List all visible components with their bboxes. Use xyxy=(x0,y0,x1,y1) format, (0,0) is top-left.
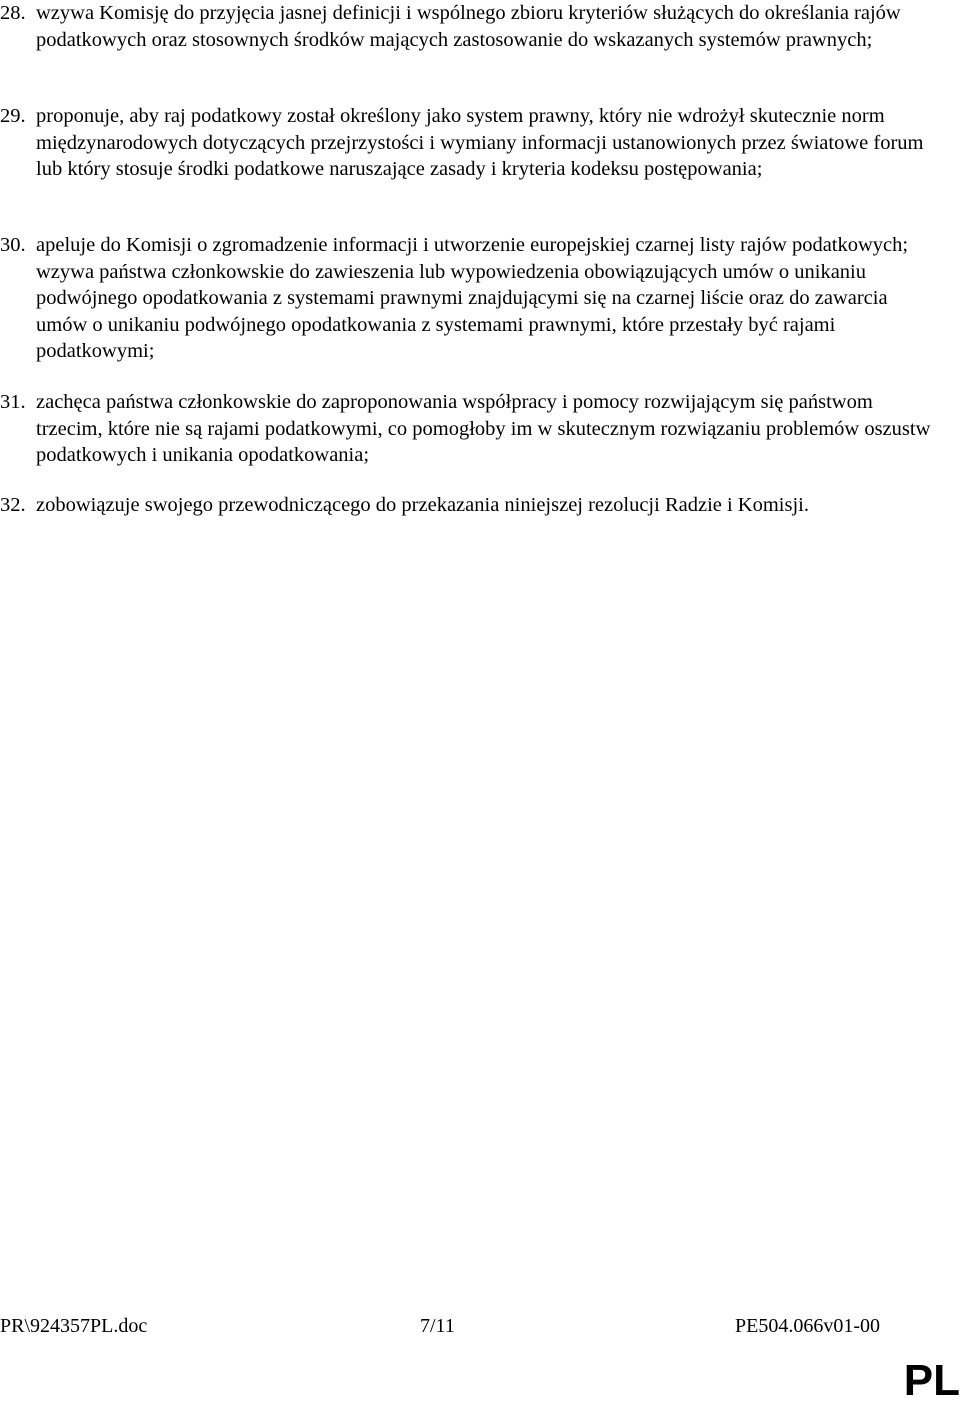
paragraph-number: 31. xyxy=(0,391,26,413)
paragraph-number: 30. xyxy=(0,234,26,256)
paragraph-31 xyxy=(0,389,935,469)
paragraph-text: proponuje, aby raj podatkowy został określony jako system prawny, który nie wdrożył skutecznie norm międzynarodowych dotyczących przejrzystości i wymiany informacji ustanowionych przez światowe forum lub który stosuje środki podatkowe naruszające zasady i kryteria kodeksu postępowania; xyxy=(36,105,924,180)
paragraph-text: zachęca państwa członkowskie do zaproponowania współpracy i pomocy rozwijającym się państwom trzecim, które nie są rajami podatkowymi, co pomogłoby im w skutecznym rozwiązaniu problemów oszustw podatkowych i unikania opodatkowania; xyxy=(36,391,931,466)
paragraph-number: 32. xyxy=(0,494,26,516)
language-code: PL xyxy=(903,1356,960,1405)
page-footer xyxy=(0,1311,960,1341)
paragraph-30 xyxy=(0,232,935,365)
paragraph-text: wzywa Komisję do przyjęcia jasnej definicji i wspólnego zbioru kryteriów służących do określania rajów podatkowych oraz stosownych środków mających zastosowanie do wskazanych systemów prawnych; xyxy=(36,2,901,51)
paragraph-32 xyxy=(0,492,935,519)
paragraph-text: apeluje do Komisji o zgromadzenie informacji i utworzenie europejskiej czarnej listy rajów podatkowych; wzywa państwa członkowskie do zawieszenia lub wypowiedzenia obowiązujących umów o unikaniu podwójnego opodatkowania z systemami prawnymi znajdującymi się na czarnej liście oraz do zawarcia umów o unikaniu podwójnego opodatkowania z systemami prawnymi, które przestały być rajami podatkowymi; xyxy=(36,234,909,362)
paragraph-28 xyxy=(0,0,935,53)
paragraph-number: 28. xyxy=(0,2,26,24)
page-number: 7/11 xyxy=(420,1315,455,1337)
paragraph-29 xyxy=(0,103,935,183)
document-reference: PR\924357PL.doc xyxy=(0,1315,148,1337)
paragraph-text: zobowiązuje swojego przewodniczącego do przekazania niniejszej rezolucji Radzie i Komisji. xyxy=(36,494,809,516)
paragraph-number: 29. xyxy=(0,105,26,127)
document-version: PE504.066v01-00 xyxy=(735,1315,880,1337)
